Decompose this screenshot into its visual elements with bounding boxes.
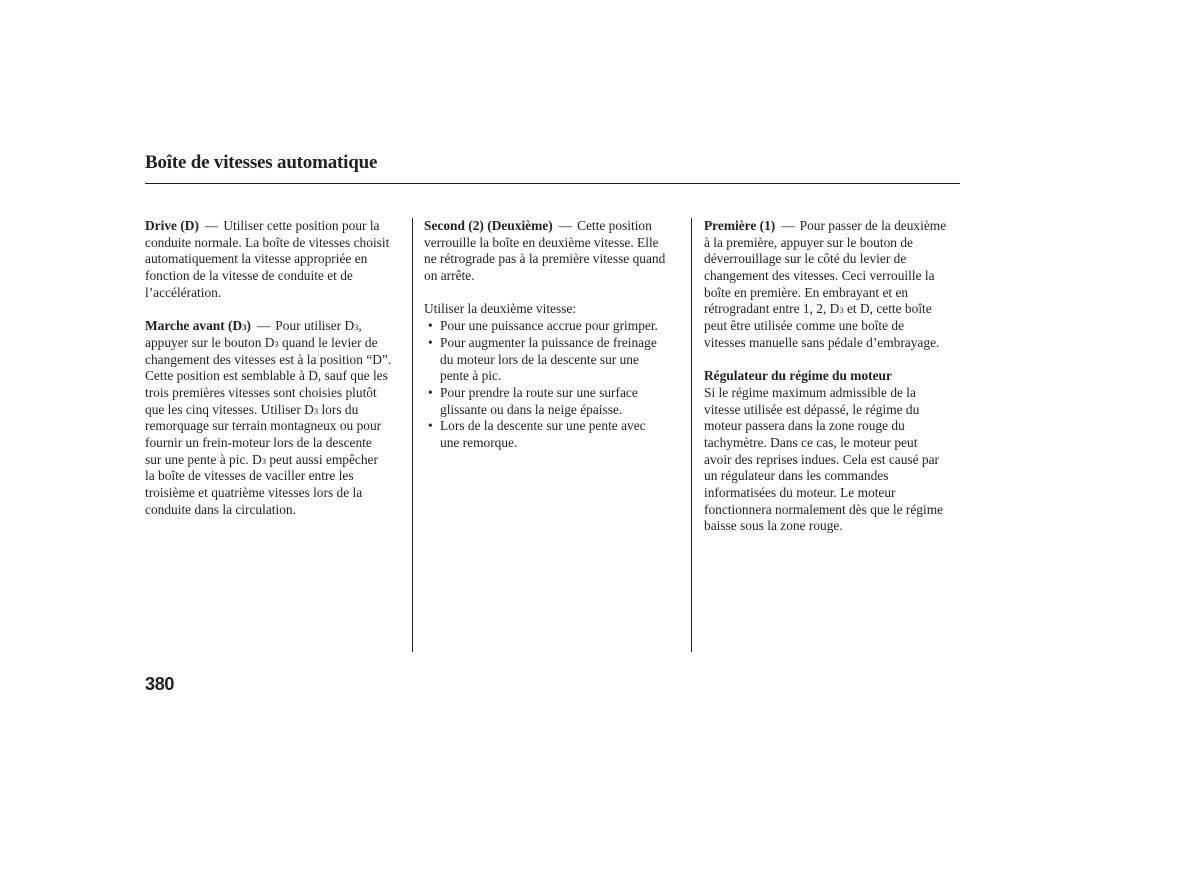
text-line: • Pour une puissance accrue pour grimper. <box>424 318 686 335</box>
text-line: la boîte de vitesses de vaciller entre les <box>145 468 354 484</box>
text-line: l’accélération. <box>145 284 222 300</box>
text-line: ne rétrograde pas à la première vitesse quand <box>424 251 666 267</box>
section-drive-heading: Drive (D) <box>145 218 199 233</box>
text-line: fonction de la vitesse de conduite et de <box>145 268 353 284</box>
text-line: verrouille la boîte en deuxième vitesse. Elle <box>424 234 659 250</box>
text-line: du moteur lors de la descente sur une <box>440 351 639 367</box>
em-dash: — <box>558 218 573 233</box>
text-line: rétrogradant entre 1, 2, D3 et D, cette boîte <box>704 301 932 317</box>
text-line: informatisées du moteur. Le moteur <box>704 485 896 500</box>
bullet-item <box>424 318 686 335</box>
text-line: • Lors de la descente sur une pente avec <box>424 418 686 435</box>
section-d3: Marche avant (D3) — Pour utiliser D3, appuyer sur le bouton D3 quand le levier de changement des vitesses est à la position “D”. Cette position est semblable à D, sauf que les trois premières vitesses sont choisies plutôt que les cinq vitesses. Utiliser D3 lors du remorquage sur terrain montagneux ou pour fournir un frein-moteur lors de la descente sur une pente à pic. D3 peut aussi empêcher la boîte de vitesses de vaciller entre les troisième et quatrième vitesses lors de la conduite dans la circulation. <box>145 318 407 518</box>
text-line: changement des vitesses est à la position “D”. <box>145 351 392 367</box>
usage-intro: Utiliser la deuxième vitesse: <box>424 301 577 317</box>
section-first <box>704 218 962 352</box>
text-line: boîte en première. En embrayant et en <box>704 284 909 300</box>
column-right <box>704 218 962 535</box>
text-line: changement des vitesses. Ceci verrouille la <box>704 268 935 284</box>
text-line: Cette position <box>577 218 652 233</box>
text-line: Si le régime maximum admissible de la <box>704 384 916 400</box>
column-middle <box>424 218 686 452</box>
text-line: pente à pic. <box>440 368 502 384</box>
text-line: une remorque. <box>440 434 518 450</box>
text-line: automatiquement la vitesse appropriée en <box>145 251 368 267</box>
text-line: baisse sous la zone rouge. <box>704 518 843 534</box>
text-line: • Pour augmenter la puissance de freinage <box>424 335 686 352</box>
text-line: • Pour prendre la route sur une surface <box>424 385 686 402</box>
text-line: vitesses manuelle sans pédale d’embrayage. <box>704 334 940 350</box>
text-line: moteur passera dans la zone rouge du <box>704 418 905 434</box>
text-line: Pour passer de la deuxième <box>799 218 947 233</box>
text-line: peut être utilisée comme une boîte de <box>704 318 905 334</box>
section-regulator <box>704 368 962 535</box>
text-line: troisième et quatrième vitesses lors de la <box>145 485 363 500</box>
text-line: fournir un frein-moteur lors de la descente <box>145 434 372 450</box>
text-line: à la première, appuyer sur le bouton de <box>704 234 913 250</box>
section-regulator-heading: Régulateur du régime du moteur <box>704 368 892 384</box>
column-divider-1 <box>412 218 413 652</box>
text-line: conduite normale. La boîte de vitesses choisit <box>145 234 390 250</box>
text-line: fonctionnera normalement dès que le régime <box>704 501 944 517</box>
section-drive <box>145 218 407 301</box>
text-line: tachymètre. Dans ce cas, le moteur peut <box>704 434 918 450</box>
text-line: que les cinq vitesses. Utiliser D3 lors du <box>145 401 359 417</box>
text-line: Cette position est semblable à D, sauf que les <box>145 368 388 384</box>
column-divider-2 <box>691 218 692 652</box>
text-line: glissante ou dans la neige épaisse. <box>440 401 623 417</box>
column-left <box>145 218 407 518</box>
title-divider <box>145 183 960 184</box>
text-line: conduite dans la circulation. <box>145 501 296 517</box>
text-line: on arrête. <box>424 268 475 284</box>
text-line: un régulateur dans les commandes <box>704 468 889 484</box>
text-line: sur une pente à pic. D3 peut aussi empêcher <box>145 451 378 467</box>
bullet-icon: • <box>428 384 433 400</box>
regulator-body <box>704 385 962 535</box>
bullet-icon: • <box>428 418 433 434</box>
page-number: 380 <box>145 674 175 694</box>
bullet-item <box>424 385 686 418</box>
section-second <box>424 218 686 285</box>
text-line: appuyer sur le bouton D3 quand le levier de <box>145 334 378 350</box>
section-first-heading: Première (1) <box>704 218 776 233</box>
em-dash: — <box>204 218 219 233</box>
bullet-icon: • <box>428 334 433 350</box>
em-dash: — <box>781 218 795 233</box>
em-dash: — <box>256 318 271 334</box>
text-line: remorquage sur terrain montagneux ou pour <box>145 418 382 434</box>
text-line: trois premières vitesses sont choisies plutôt <box>145 384 377 400</box>
bullet-list <box>424 318 686 452</box>
section-d3-heading: Marche avant (D3) <box>145 318 251 334</box>
text-line: Utiliser cette position pour la <box>223 218 380 233</box>
text-line: déverrouillage sur le côté du levier de <box>704 251 907 267</box>
section-second-heading: Second (2) (Deuxième) <box>424 218 553 233</box>
bullet-icon: • <box>428 318 433 334</box>
text-line: vitesse utilisée est dépassé, le régime du <box>704 401 920 417</box>
page-title: Boîte de vitesses automatique <box>145 152 378 173</box>
text-line: avoir des reprises indues. Cela est causé par <box>704 451 939 467</box>
bullet-item <box>424 335 686 385</box>
bullet-item <box>424 418 686 451</box>
